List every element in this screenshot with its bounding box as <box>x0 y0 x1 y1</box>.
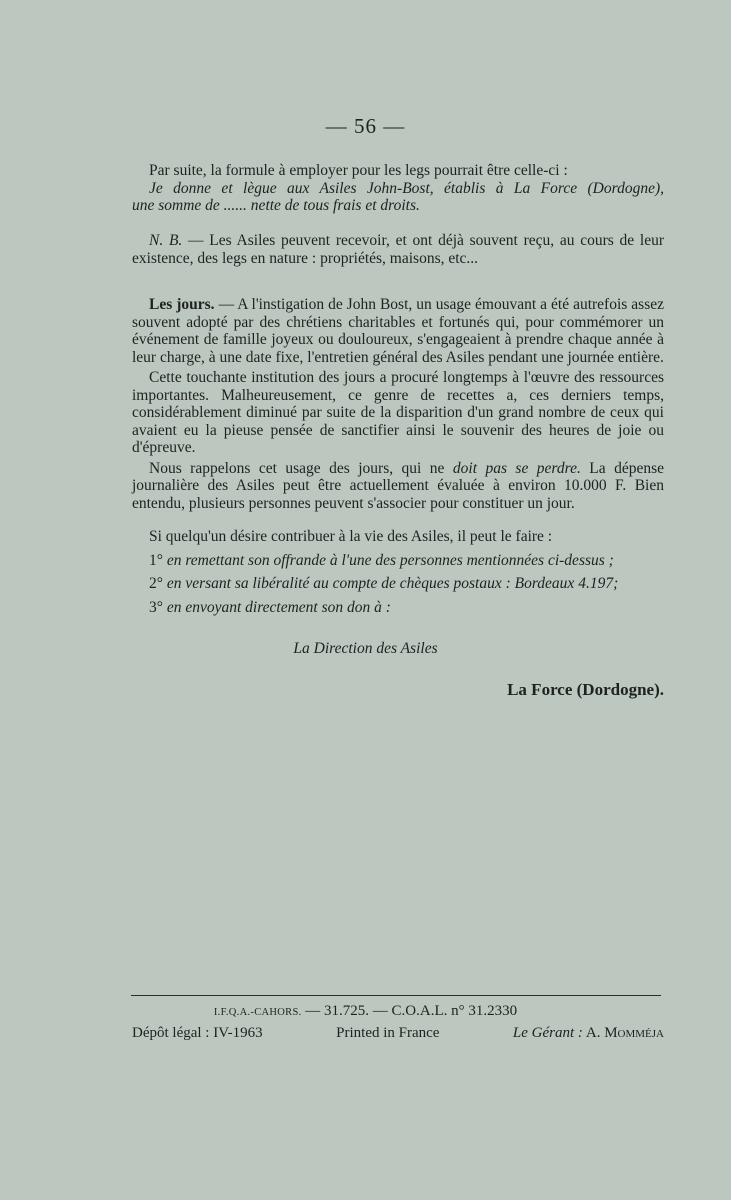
jours-heading: Les jours. <box>149 296 215 313</box>
depot-legal: Dépôt légal : IV-1963 <box>132 1025 263 1041</box>
contribute-item-1: 1° en remettant son offrande à l'une des personnes mentionnées ci-dessus ; <box>149 551 614 569</box>
contribute-item-3: 3° en envoyant directement son don à : <box>149 598 391 616</box>
contribute-section <box>132 528 664 616</box>
gerant: Le Gérant : A. Momméja <box>512 1025 664 1041</box>
contribute-item-2: 2° en versant sa libéralité au compte de chèques postaux : Bordeaux 4.197; <box>149 575 619 592</box>
jours-paragraph-3: Nous rappelons cet usage des jours, qui ne doit pas se perdre. La dépense journalière des Asiles peut être actuellement évaluée à environ 10.000 F. Bien entendu, plusieurs personnes peuvent s'associer pour constituer un jour. <box>132 459 665 512</box>
legs-formula-line2: une somme de ...... nette de tous frais et droits. <box>132 197 420 214</box>
signature-direction: La Direction des Asiles <box>293 640 438 657</box>
footer-legal-line <box>132 1025 664 1042</box>
legs-formula-line1: Je donne et lègue aux Asiles John-Bost, établis à La Force (Dordogne), <box>149 179 664 197</box>
legs-section <box>132 162 664 215</box>
jours-paragraph-1: — A l'instigation de John Bost, un usage émouvant a été autrefois assez souvent adopté par des chrétiens charitables et fortunés qui, pour commémorer un événement de famille joyeux ou douloureux, s'engageaient à prendre chaque année à leur charge, à une date fixe, l'entretien général des Asiles pendant une journée entière. <box>132 296 664 366</box>
nb-label: N. B. <box>149 232 183 249</box>
printer-reference: — 31.725. — C.O.A.L. n° 31.2330 <box>305 1003 518 1019</box>
footer-printer-line <box>0 1003 731 1020</box>
contribute-intro: Si quelqu'un désire contribuer à la vie des Asiles, il peut le faire : <box>149 528 553 545</box>
signature-place: La Force (Dordogne). <box>507 680 664 699</box>
nb-text: — Les Asiles peuvent recevoir, et ont déjà souvent reçu, au cours de leur existence, des legs en nature : propriétés, maisons, etc... <box>132 232 664 267</box>
nb-paragraph <box>132 232 664 267</box>
printer-name: I.F.Q.A.-CAHORS. <box>213 1007 302 1018</box>
legs-intro: Par suite, la formule à employer pour les legs pourrait être celle-ci : <box>149 162 568 179</box>
jours-section <box>132 296 664 512</box>
jours-paragraph-2: Cette touchante institution des jours a procuré longtemps à l'œuvre des ressources importantes. Malheureusement, ce genre de recettes a, ces derniers temps, considérablement diminué par suite de la disparition d'un grand nombre de ceux qui avaient eu la pieuse pensée de sanctifier ainsi le souvenir des heures de joie ou d'épreuve. <box>132 369 664 456</box>
page-number: — 56 — <box>325 114 406 138</box>
printed-in: Printed in France <box>336 1025 440 1041</box>
footer-rule <box>131 995 661 996</box>
